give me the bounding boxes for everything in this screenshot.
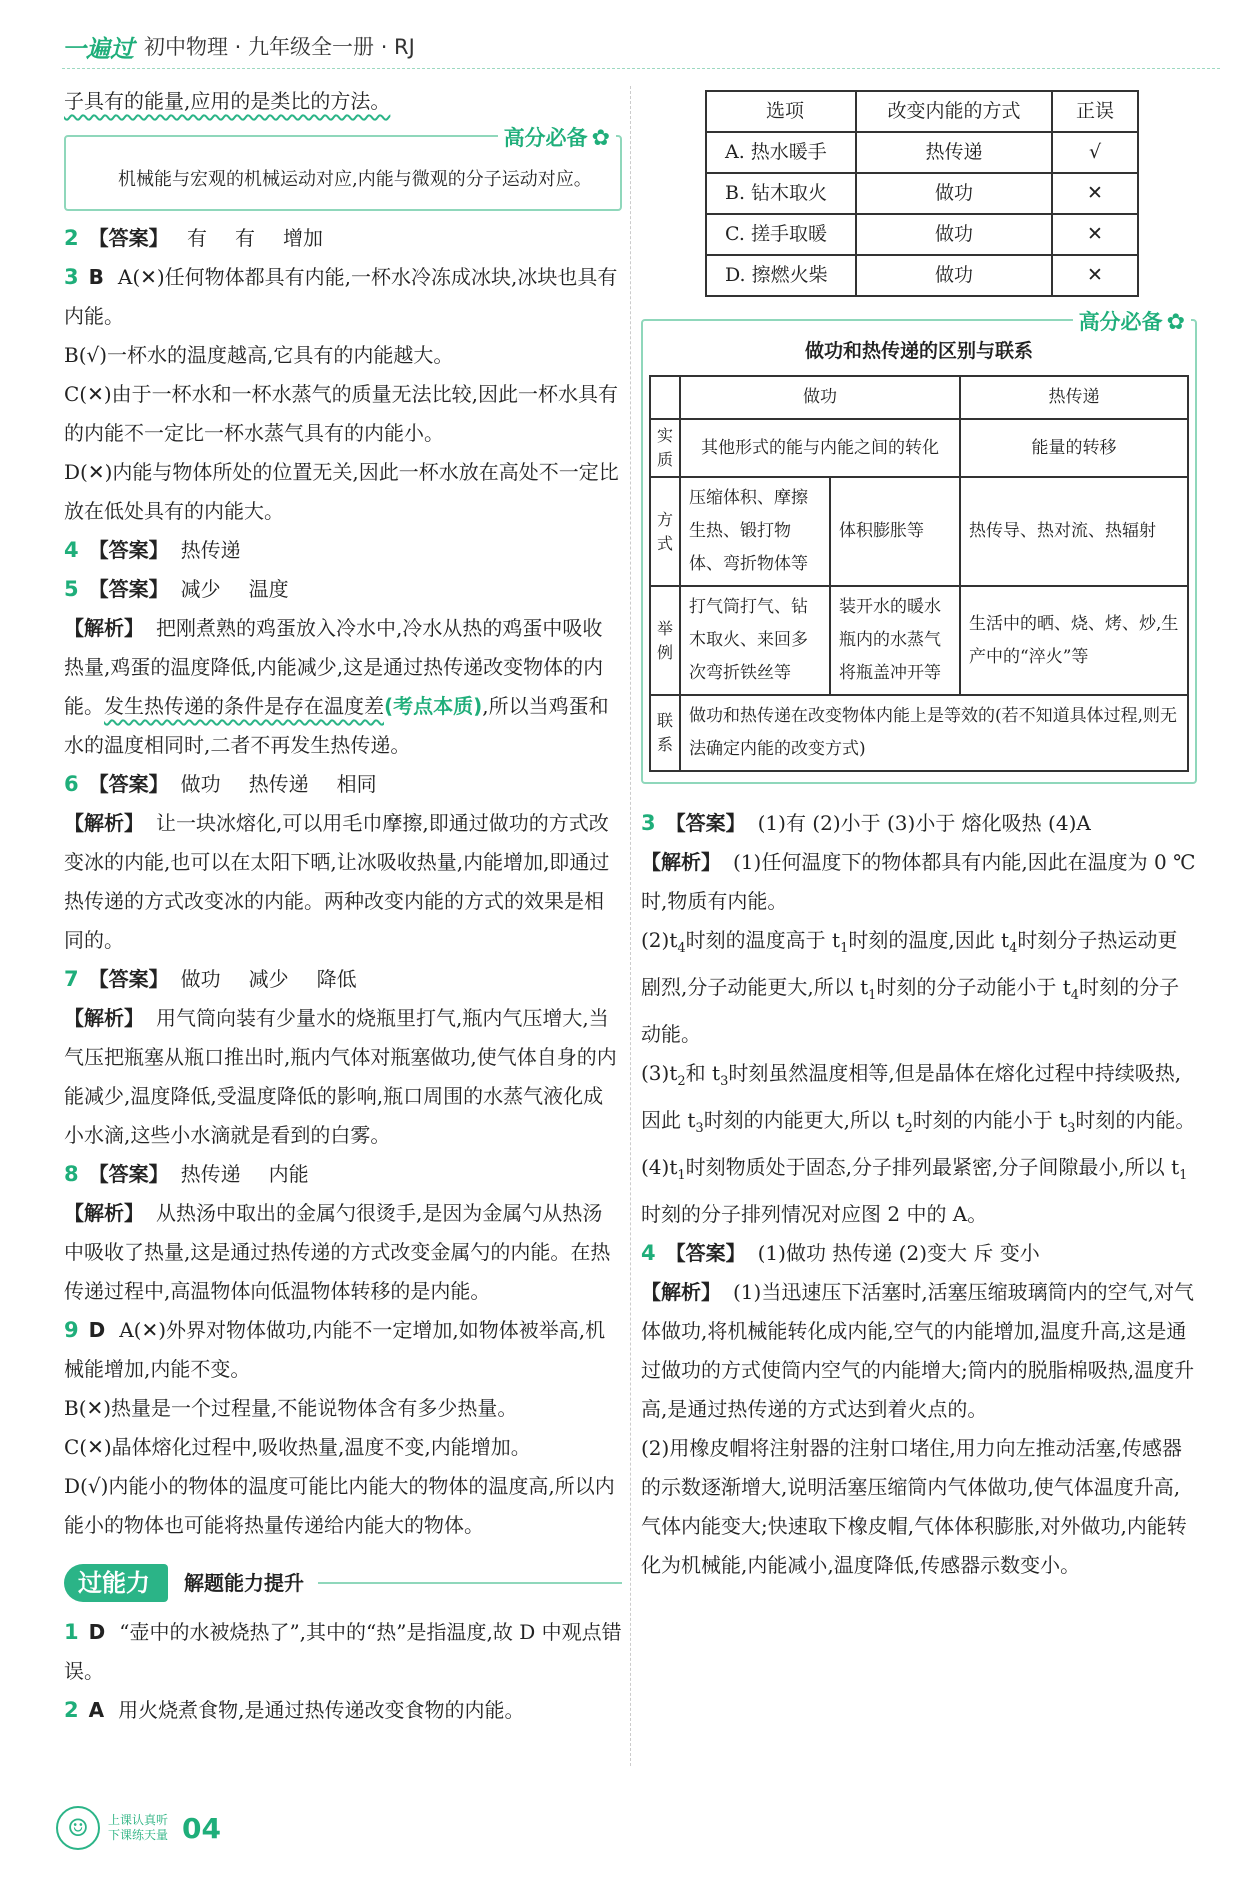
left-column	[64, 82, 622, 1730]
answer-s1: 1 D “壶中的水被烧热了”,其中的“热”是指温度,故 D 中观点错误。	[64, 1620, 622, 1683]
answer-q3: 3 B A(✕)任何物体都具有内能,一杯水冷冻成冰块,冰块也具有内能。 B(√)一杯水的温度越高,它具有的内能越大。 C(✕)由于一杯水和一杯水蒸气的质量无法比较,因此一杯水具有的内能不一定比一杯水蒸气具有的内能小。 D(✕)内能与物体所处的位置无关,因此一杯水放在高处不一定比放在低处具有的内能大。	[64, 265, 619, 523]
answer-r3: 3 【答案】 (1)有 (2)小于 (3)小于 熔化吸热 (4)A 【解析】 (1)任何温度下的物体都具有内能,因此在温度为 0 ℃时,物质有内能。 $(2)t_4$时刻的温度高于 $t_1$时刻的温度,因此 $t_4$时刻分子热运动更剧烈,分子动能更大,所以 $t_1$时刻的分子动能小于 $t_4$时刻的分子动能。 $(3)t_2$和 $t_3$时刻虽然温度相等,但是晶体在熔化过程中持续吸热,因此 $t_3$时刻的内能更大,所以 $t_2$时刻的内能小于 $t_3$时刻的内能。 $(4)t_1$时刻物质处于固态,分子排列最紧密,分子间隙最小,所以 $t_1$时刻的分子排列情况对应图 2 中的 A。	[641, 811, 1196, 1226]
table-row: 实质 其他形式的能与内能之间的转化 能量的转移	[650, 419, 1188, 477]
book-title: 初中物理 · 九年级全一册 · RJ	[144, 35, 415, 59]
comparison-table	[649, 375, 1189, 772]
comparison-heading: 做功和热传递的区别与联系	[804, 340, 1033, 362]
tip-title: 高分必备 ✿	[1073, 303, 1191, 342]
table-row: C. 搓手取暖 做功 ✕	[706, 214, 1138, 255]
section-badge: 过能力	[64, 1564, 168, 1602]
answer-q7: 7 【答案】 做功 减少 降低 【解析】 用气筒向装有少量水的烧瓶里打气,瓶内气压增大,当气压把瓶塞从瓶口推出时,瓶内气体对瓶塞做功,使气体自身的内能减少,温度降低,受温度降低的影响,瓶口周围的水蒸气液化成小水滴,这些小水滴就是看到的白雾。	[64, 967, 617, 1147]
table-row: B. 钻木取火 做功 ✕	[706, 173, 1138, 214]
answer-q9: 9 D A(✕)外界对物体做功,内能不一定增加,如物体被举高,机械能增加,内能不变。 B(✕)热量是一个过程量,不能说物体含有多少热量。 C(✕)晶体熔化过程中,吸收热量,温度不变,内能增加。 D(√)内能小的物体的温度可能比内能大的物体的温度高,所以内能小的物体也可能将热量传递给内能大的物体。	[64, 1318, 615, 1537]
section-subtitle: 解题能力提升	[184, 1570, 304, 1595]
answer-s2: 2 A 用火烧煮食物,是通过热传递改变食物的内能。	[64, 1698, 525, 1722]
table-row: 举例 打气筒打气、钻木取火、来回多次弯折铁丝等 装开水的暖水瓶内的水蒸气将瓶盖冲开等 生活中的晒、烧、烤、炒,生产中的“淬火”等	[650, 586, 1188, 695]
section-line	[318, 1582, 622, 1584]
table-row: 联系 做功和热传递在改变物体内能上是等效的(若不知道具体过程,则无法确定内能的改变方式)	[650, 695, 1188, 771]
section-header	[64, 1563, 622, 1603]
brand-logo: 一遍过	[62, 34, 134, 63]
answer-q2: 2 【答案】 有 有 增加	[64, 226, 323, 250]
answer-q4: 4 【答案】 热传递	[64, 538, 241, 562]
star-icon: ✿	[1166, 310, 1185, 335]
header-divider	[62, 68, 1220, 69]
answer-r4: 4 【答案】 (1)做功 热传递 (2)变大 斥 变小 【解析】 (1)当迅速压下活塞时,活塞压缩玻璃筒内的空气,对气体做功,将机械能转化成内能,空气的内能增加,温度升高,这是通过做功的方式使筒内空气的内能增大;筒内的脱脂棉吸热,温度升高,是通过热传递的方式达到着火点的。 (2)用橡皮帽将注射器的注射口堵住,用力向左推动活塞,传感器的示数逐渐增大,说明活塞压缩筒内气体做功,使气体温度升高,气体内能变大;快速取下橡皮帽,气体体积膨胀,对外做功,内能转化为机械能,内能减小,温度降低,传感器示数变小。	[641, 1241, 1195, 1577]
option-table	[705, 90, 1139, 297]
answer-q5: 5 【答案】 减少 温度 【解析】 把刚煮熟的鸡蛋放入冷水中,冷水从热的鸡蛋中吸收热量,鸡蛋的温度降低,内能减少,这是通过热传递改变物体的内能。发生热传递的条件是存在温度差(考点本质),所以当鸡蛋和水的温度相同时,二者不再发生热传递。	[64, 577, 609, 757]
table-row: D. 擦燃火柴 做功 ✕	[706, 255, 1138, 296]
page-header	[62, 28, 415, 64]
right-column	[641, 82, 1197, 1585]
footer-motto: 上课认真听 下课练天量	[108, 1813, 169, 1842]
tip-title: 高分必备 ✿	[498, 119, 616, 158]
table-row: A. 热水暖手 热传递 √	[706, 132, 1138, 173]
tip-box-2	[641, 310, 1197, 784]
column-divider	[630, 86, 631, 1766]
tip-text: 机械能与宏观的机械运动对应,内能与微观的分子运动对应。	[118, 169, 592, 190]
tip-box-1	[64, 126, 622, 211]
table-row: 方式 压缩体积、摩擦生热、锻打物体、弯折物体等 体积膨胀等 热传导、热对流、热辐射	[650, 477, 1188, 586]
page-number: 04	[182, 1811, 221, 1845]
page-footer	[56, 1806, 221, 1850]
mascot-icon: ☺	[56, 1806, 100, 1850]
table-header-row: 选项 改变内能的方式 正误	[706, 91, 1138, 132]
intro-text: 子具有的能量,应用的是类比的方法。	[64, 89, 391, 113]
answer-q8: 8 【答案】 热传递 内能 【解析】 从热汤中取出的金属勺很烫手,是因为金属勺从热汤中吸收了热量,这是通过热传递的方式改变金属勺的内能。在热传递过程中,高温物体向低温物体转移的是内能。	[64, 1162, 611, 1303]
star-icon: ✿	[591, 126, 610, 151]
table-header-row: 做功 热传递	[650, 376, 1188, 419]
answer-q6: 6 【答案】 做功 热传递 相同 【解析】 让一块冰熔化,可以用毛巾摩擦,即通过做功的方式改变冰的内能,也可以在太阳下晒,让冰吸收热量,内能增加,即通过热传递的方式改变冰的内能。两种改变内能的方式的效果是相同的。	[64, 772, 610, 952]
